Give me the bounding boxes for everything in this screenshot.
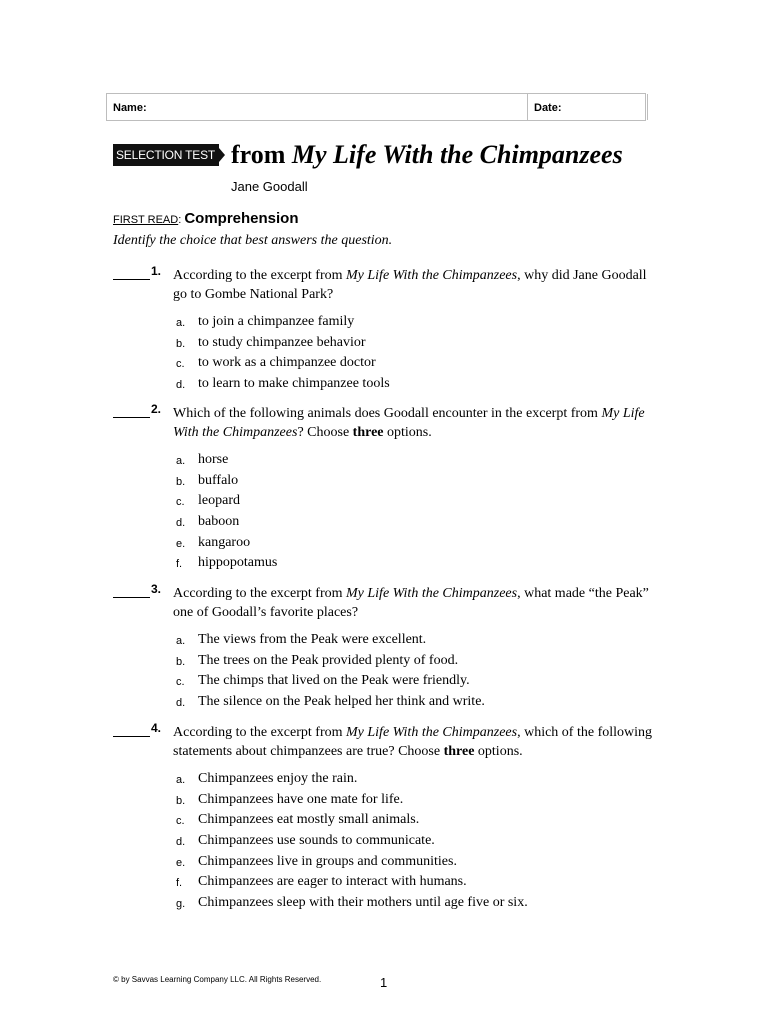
title-work: My Life With the Chimpanzees — [291, 140, 623, 169]
instructions: Identify the choice that best answers the question. — [113, 233, 393, 248]
box-right-edge — [647, 94, 648, 120]
question-text: Which of the following animals does Goodall encounter in the excerpt from My Life With the Chimpanzees? Choose three options. — [173, 406, 645, 440]
question-text: According to the excerpt from My Life With the Chimpanzees, what made “the Peak” one of Goodall’s favorite places? — [173, 586, 649, 620]
answer-blank[interactable] — [113, 723, 150, 737]
option-list — [113, 450, 658, 574]
section-separator: : — [178, 214, 185, 226]
option-b: b. The trees on the Peak provided plenty of food. — [176, 652, 459, 668]
answer-blank[interactable] — [113, 404, 150, 418]
question-number: 3. — [151, 582, 162, 596]
option-c: c. The chimps that lived on the Peak were friendly. — [176, 673, 470, 689]
option-a: a. Chimpanzees enjoy the rain. — [176, 771, 358, 786]
name-date-box — [106, 93, 646, 121]
page-number: 1 — [380, 975, 388, 990]
option-b: b. to study chimpanzee behavior — [176, 334, 366, 350]
option-list — [113, 769, 658, 914]
option-e: e. Chimpanzees live in groups and communities. — [176, 853, 457, 869]
copyright-notice: © by Savvas Learning Company LLC. All Rights Reserved. — [113, 975, 322, 984]
option-f: f. Chimpanzees are eager to interact with humans. — [176, 874, 467, 890]
option-b: b. Chimpanzees have one mate for life. — [176, 791, 404, 807]
option-d: d. baboon — [176, 514, 240, 530]
option-a: a. horse — [176, 452, 229, 467]
option-b: b. buffalo — [176, 472, 239, 488]
option-c: c. to work as a chimpanzee doctor — [176, 355, 376, 371]
page-title — [231, 140, 623, 170]
question-number: 2. — [151, 402, 162, 416]
option-list — [113, 630, 658, 713]
answer-blank[interactable] — [113, 266, 150, 280]
badge-arrow-icon — [219, 148, 225, 162]
option-c: c. leopard — [176, 493, 240, 509]
option-g: g. Chimpanzees sleep with their mothers until age five or six. — [176, 895, 528, 911]
option-f: f. hippopotamus — [176, 555, 278, 571]
option-list — [113, 312, 658, 395]
author-name: Jane Goodall — [231, 179, 308, 194]
question-2 — [113, 404, 658, 574]
section-title: Comprehension — [184, 210, 299, 227]
option-e: e. kangaroo — [176, 534, 251, 550]
section-label: FIRST READ — [113, 214, 179, 226]
option-d: d. Chimpanzees use sounds to communicate. — [176, 833, 435, 849]
option-d: d. The silence on the Peak helped her think and write. — [176, 694, 485, 710]
question-text: According to the excerpt from My Life With the Chimpanzees, why did Jane Goodall go to Gombe National Park? — [173, 268, 647, 302]
option-a: a. to join a chimpanzee family — [176, 314, 355, 329]
option-a: a. The views from the Peak were excellent. — [176, 632, 427, 647]
question-number: 4. — [151, 721, 162, 735]
question-number: 1. — [151, 264, 162, 278]
question-text: According to the excerpt from My Life With the Chimpanzees, which of the following statements about chimpanzees are true? Choose three options. — [173, 725, 653, 759]
section-heading — [113, 210, 299, 228]
selection-test-badge: SELECTION TEST — [113, 144, 219, 166]
question-3 — [113, 584, 658, 713]
name-label: Name: — [113, 102, 147, 114]
date-label: Date: — [534, 102, 562, 114]
name-date-divider — [527, 94, 528, 120]
title-prefix: from — [231, 140, 292, 169]
question-4 — [113, 723, 658, 914]
question-1 — [113, 266, 658, 395]
option-d: d. to learn to make chimpanzee tools — [176, 376, 390, 392]
answer-blank[interactable] — [113, 584, 150, 598]
option-c: c. Chimpanzees eat mostly small animals. — [176, 812, 420, 828]
